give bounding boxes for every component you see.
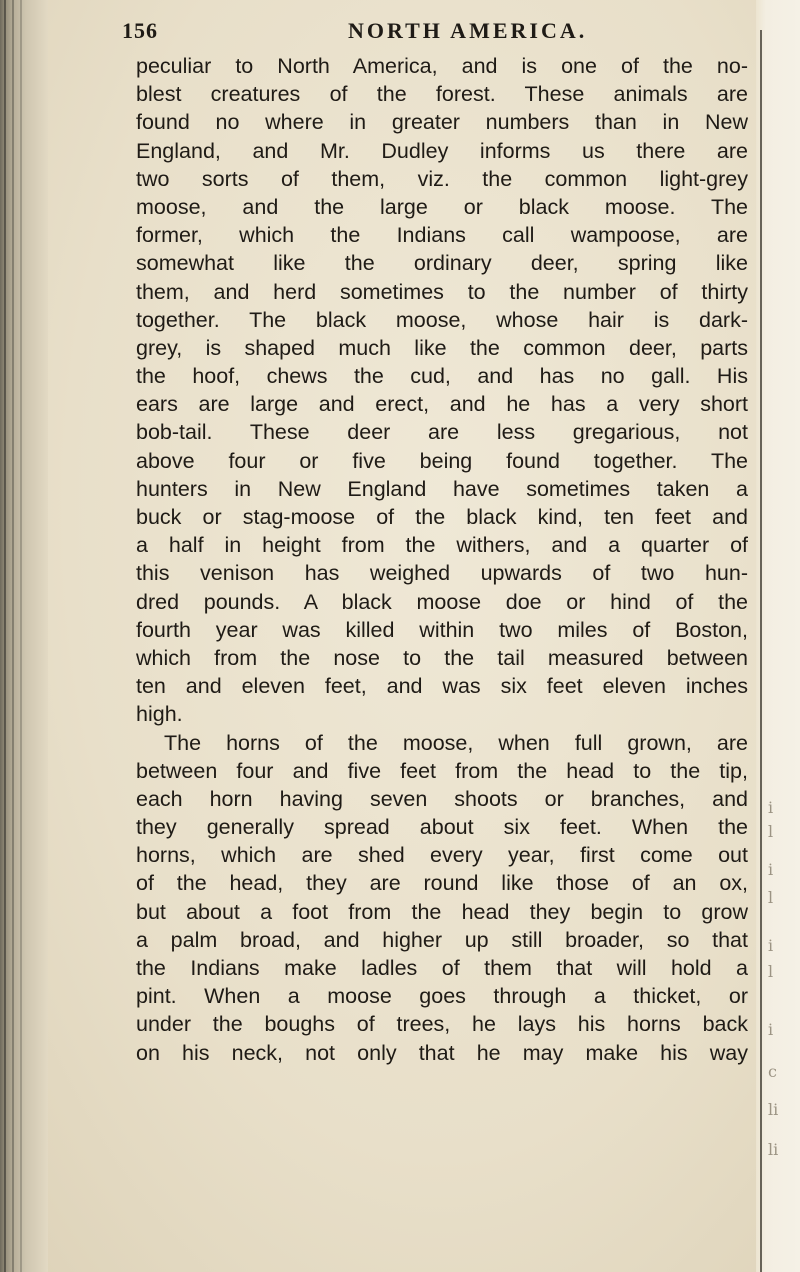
page-number: 156 [122,18,158,43]
text-line: peculiar to North America, and is one of the no- [136,54,748,78]
text-line: but about a foot from the head they begin to grow [136,899,748,924]
text-line: this venison has weighed upwards of two hun- [136,561,748,586]
text-line: The horns of the moose, when full grown, are [164,730,748,755]
facing-page-edge [756,0,800,1272]
text-line: which from the nose to the tail measured between [136,645,748,670]
bleed-mark: c [768,1062,777,1081]
text-line: grey, is shaped much like the common deer, parts [136,335,748,360]
text-line: hunters in New England have sometimes taken a [136,476,748,501]
text-line: buck or stag-moose of the black kind, ten feet and [136,505,748,529]
text-line: a palm broad, and higher up still broader, so that [136,927,748,952]
bleed-mark: l [768,888,774,907]
text-line: former, which the Indians call wampoose, are [136,223,748,248]
running-head [122,12,682,46]
text-line: between four and five feet from the head to the tip, [136,758,748,783]
text-line: pint. When a moose goes through a thicket, or [136,984,748,1009]
gutter-line [12,0,14,1272]
text-line: above four or five being found together. The [136,448,748,473]
text-line: bob-tail. These deer are less gregarious, not [136,420,748,445]
running-title: NORTH AMERICA. [348,18,588,43]
text-line: fourth year was killed within two miles of Boston, [136,617,748,642]
gutter-line [20,0,22,1272]
text-line: a half in height from the withers, and a quarter of [136,533,748,558]
text-line: the hoof, chews the cud, and has no gall. His [136,364,748,389]
text-line: high. [136,702,183,727]
text-line: horns, which are shed every year, first come out [136,843,748,868]
text-line: of the head, they are round like those of an ox, [136,871,748,896]
text-line: two sorts of them, viz. the common light-grey [136,166,748,191]
text-line: dred pounds. A black moose doe or hind of the [136,589,748,614]
text-line: blest creatures of the forest. These animals are [136,82,748,107]
text-line: somewhat like the ordinary deer, spring like [136,251,748,276]
text-line: together. The black moose, whose hair is dark- [136,307,748,332]
bleed-mark: li [768,1140,779,1159]
text-line: them, and herd sometimes to the number of thirty [136,279,748,304]
page-edge-rule [760,30,762,1272]
text-line: ten and eleven feet, and was six feet eleven inches [136,674,748,699]
text-line: England, and Mr. Dudley informs us there are [136,138,748,163]
text-line: each horn having seven shoots or branches, and [136,786,748,811]
text-line: ears are large and erect, and he has a very short [136,392,748,417]
bleed-mark: l [768,962,774,981]
bleed-mark: i [768,860,774,879]
bleed-mark: li [768,1100,779,1119]
bleed-mark: i [768,936,774,955]
text-line: under the boughs of trees, he lays his horns back [136,1012,748,1037]
gutter-line [4,0,6,1272]
text-line: on his neck, not only that he may make his way [136,1040,748,1065]
gutter-shadow [0,0,48,1272]
text-line: found no where in greater numbers than in New [136,110,748,135]
text-line: the Indians make ladles of them that will hold a [136,956,748,980]
text-line: they generally spread about six feet. When the [136,815,748,840]
bleed-mark: i [768,1020,774,1039]
body-text [136,52,748,1067]
bleed-mark: i [768,798,774,817]
bleed-mark: l [768,822,774,841]
text-line: moose, and the large or black moose. The [136,194,748,219]
